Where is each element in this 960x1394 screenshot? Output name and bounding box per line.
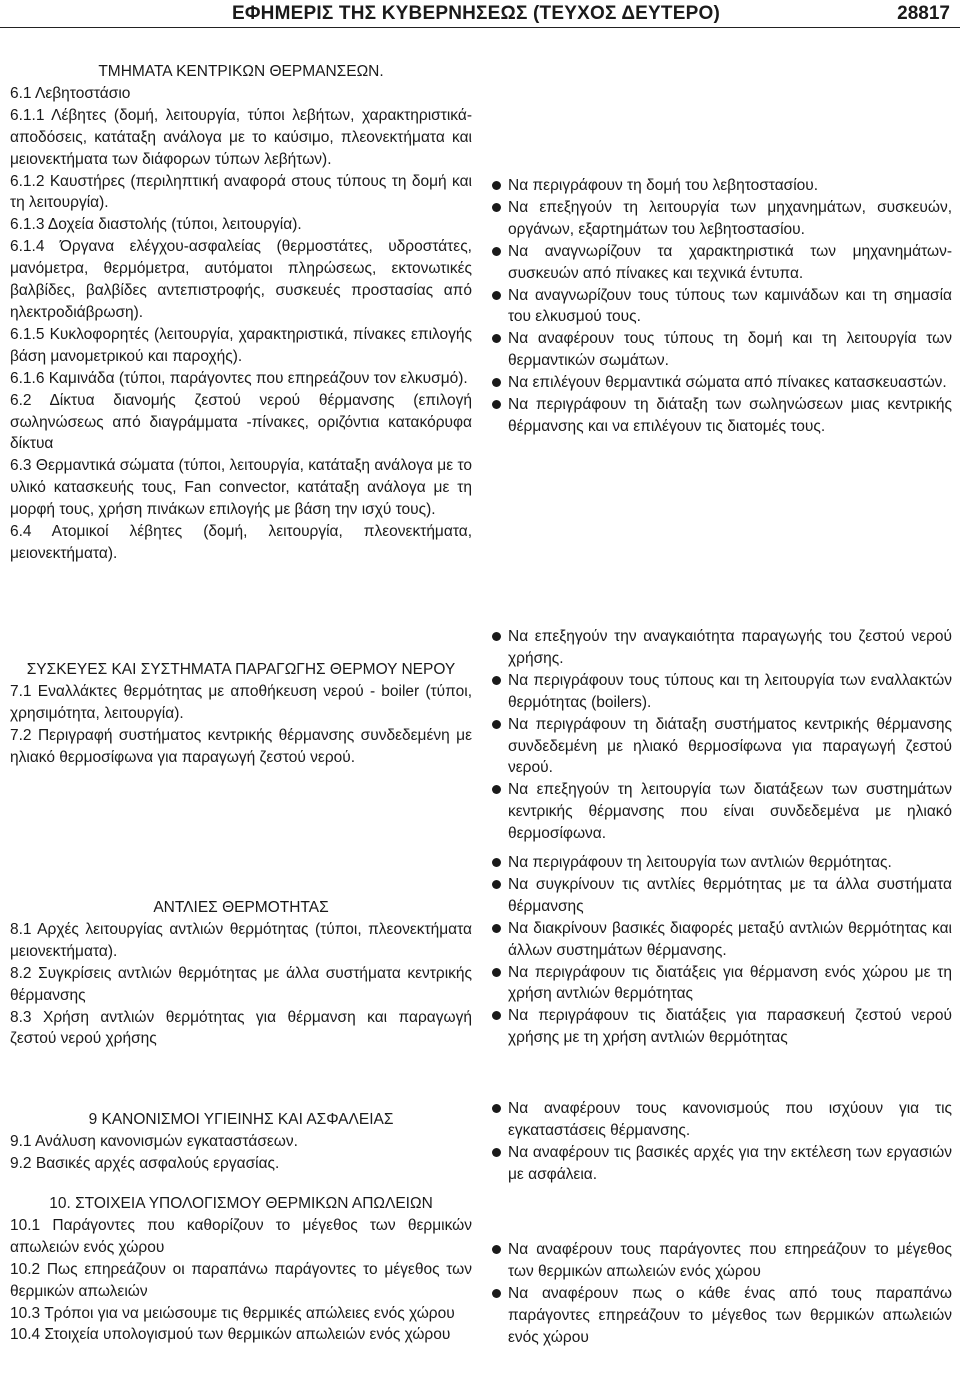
content-item: 10.4 Στοιχεία υπολογισμού των θερμικών απωλειών ενός χώρου [10, 1326, 451, 1344]
bullet-icon [492, 968, 501, 977]
content-item: 6.3 Θερμαντικά σώματα (τύποι, λειτουργία, κατάταξη ανάλογα με το υλικό κατασκευής τους, Fan convector, κατάταξη ανάλογα με τη μορφή τους, χρήση πινάκων επιλογής με βάση την ισχύ τους). [10, 457, 472, 519]
objective-item: Να αναγνωρίζουν τους τύπους των καμινάδων και τη σημασία του ελκυσμού τους. [490, 285, 952, 329]
bullet-icon [492, 247, 501, 256]
bullet-icon [492, 291, 501, 300]
objective-item: Να συγκρίνουν τις αντλίες θερμότητας με τα άλλα συστήματα θέρμανσης [490, 874, 952, 918]
header-rule [0, 27, 960, 28]
content-item: 8.2 Συγκρίσεις αντλιών θερμότητας με άλλα συστήματα κεντρικής θέρμανσης [10, 964, 472, 1004]
bullet-icon [492, 676, 501, 685]
bullet-icon [492, 720, 501, 729]
content-item: 6.1.6 Καμινάδα (τύποι, παράγοντες που επηρεάζουν τον ελκυσμό). [10, 369, 468, 387]
bullet-icon [492, 181, 501, 190]
objective-item: Να αναγνωρίζουν τα χαρακτηριστικά των μηχανημάτων-συσκευών από πίνακες και τεχνικά έντυπα. [490, 241, 952, 285]
content-item: 10.2 Πως επηρεάζουν οι παραπάνω παράγοντες το μέγεθος των θερμικών απωλειών [10, 1260, 472, 1300]
objective-item: Να αναφέρουν τους παράγοντες που επηρεάζουν το μέγεθος των θερμικών απωλειών ενός χώρου [490, 1239, 952, 1283]
bullet-icon [492, 1289, 501, 1298]
bullet-icon [492, 1245, 501, 1254]
objective-item: Να αναφέρουν πως ο κάθε ένας από τους παραπάνω παράγοντες επηρεάζουν το μέγεθος των θερμικών απωλειών ενός χώρου [490, 1283, 952, 1349]
bullet-icon [492, 632, 501, 641]
page-header [0, 0, 960, 30]
objective-item: Να περιγράφουν τις διατάξεις για παρασκευή ζεστού νερού χρήσης με τη χρήση αντλιών θερμότητας [490, 1005, 952, 1049]
content-item: 9.2 Βασικές αρχές ασφαλούς εργασίας. [10, 1154, 280, 1172]
section-9-content [10, 1109, 472, 1175]
content-item: 7.2 Περιγραφή συστήματος κεντρικής θέρμανσης συνδεδεμένη με ηλιακό θερμοσίφωνα για παραγωγή ζεστού νερού. [10, 726, 472, 766]
content-item: 6.1.3 Δοχεία διαστολής (τύποι, λειτουργία). [10, 216, 302, 234]
section-title: ΣΥΣΚΕΥΕΣ ΚΑΙ ΣΥΣΤΗΜΑΤΑ ΠΑΡΑΓΩΓΗΣ ΘΕΡΜΟΥ ΝΕΡΟΥ [26, 661, 456, 678]
section-title: ΑΝΤΛΙΕΣ ΘΕΡΜΟΤΗΤΑΣ [153, 899, 329, 916]
bullet-icon [492, 378, 501, 387]
bullet-icon [492, 334, 501, 343]
section-title: 9 ΚΑΝΟΝΙΣΜΟΙ ΥΓΙΕΙΝΗΣ ΚΑΙ ΑΣΦΑΛΕΙΑΣ [88, 1111, 394, 1128]
content-item: 8.3 Χρήση αντλιών θερμότητας για θέρμανση και παραγωγή ζεστού νερού χρήσης [10, 1008, 472, 1048]
section-title: ΤΜΗΜΑΤΑ ΚΕΝΤΡΙΚΩΝ ΘΕΡΜΑΝΣΕΩΝ. [98, 63, 384, 80]
page-number: 28817 [897, 3, 950, 24]
content-item: 6.2 Δίκτυα διανομής ζεστού νερού θέρμανσης (επιλογή σωληνώσεως από διαγράμματα -πίνακες, οριζόντια κατακόρυφα δίκτυα [10, 391, 472, 453]
objective-item: Να περιγράφουν τους τύπους και τη λειτουργία των εναλλακτών θερμότητας (boilers). [490, 670, 952, 714]
objectives-7 [490, 626, 952, 845]
content-item: 10.1 Παράγοντες που καθορίζουν το μέγεθος των θερμικών απωλειών ενός χώρου [10, 1216, 472, 1256]
objectives-9 [490, 1098, 952, 1186]
section-7-content [10, 659, 472, 769]
objective-item: Να περιγράφουν τη διάταξη συστήματος κεντρικής θέρμανσης συνδεδεμένη με ηλιακό θερμοσίφωνα για παραγωγή ζεστού νερού. [490, 714, 952, 780]
section-title: 10. ΣΤΟΙΧΕΙΑ ΥΠΟΛΟΓΙΣΜΟΥ ΘΕΡΜΙΚΩΝ ΑΠΩΛΕΙΩΝ [49, 1195, 433, 1212]
section-6-content [10, 61, 472, 565]
bullet-icon [492, 924, 501, 933]
objective-item: Να αναφέρουν τους κανονισμούς που ισχύουν για τις εγκαταστάσεις θέρμανσης. [490, 1098, 952, 1142]
objective-item: Να επιλέγουν θερμαντικά σώματα από πίνακες κατασκευαστών. [490, 372, 952, 394]
objective-item: Να περιγράφουν τις διατάξεις για θέρμανση ενός χώρου με τη χρήση αντλιών θερμότητας [490, 962, 952, 1006]
objective-item: Να περιγράφουν τη δομή του λεβητοστασίου. [490, 175, 952, 197]
bullet-icon [492, 1104, 501, 1113]
content-item: 7.1 Εναλλάκτες θερμότητας με αποθήκευση νερού - boiler (τύποι, χρησιμότητα, λειτουργία). [10, 682, 472, 722]
objective-item: Να αναφέρουν τις βασικές αρχές για την εκτέλεση των εργασιών με ασφάλεια. [490, 1142, 952, 1186]
section-8-content [10, 897, 472, 1050]
bullet-icon [492, 1148, 501, 1157]
objective-item: Να επεξηγούν τη λειτουργία των μηχανημάτων, συσκευών, οργάνων, εξαρτημάτων του λεβητοστασίου. [490, 197, 952, 241]
content-item: 9.1 Ανάλυση κανονισμών εγκαταστάσεων. [10, 1132, 298, 1150]
content-item: 10.3 Τρόποι για να μειώσουμε τις θερμικές απώλειες ενός χώρου [10, 1304, 455, 1322]
bullet-icon [492, 785, 501, 794]
content-item: 6.4 Ατομικοί λέβητες (δομή, λειτουργία, πλεονεκτήματα, μειονεκτήματα). [10, 523, 472, 562]
objective-item: Να περιγράφουν τη λειτουργία των αντλιών θερμότητας. [490, 852, 952, 874]
bullet-icon [492, 880, 501, 889]
objective-item: Να επεξηγούν τη λειτουργία των διατάξεων των συστημάτων κεντρικής θέρμανσης που είναι συνδεδεμένα με ηλιακό θερμοσίφωνα. [490, 779, 952, 845]
content-item: 6.1.2 Καυστήρες (περιληπτική αναφορά στους τύπους τη δομή και τη λειτουργία). [10, 172, 472, 212]
bullet-icon [492, 1011, 501, 1020]
content-item: 8.1 Αρχές λειτουργίας αντλιών θερμότητας (τύποι, πλεονεκτήματα μειονεκτήματα). [10, 920, 472, 960]
objectives-8 [490, 852, 952, 1049]
objectives-6 [490, 175, 952, 438]
content-item: 6.1 Λεβητοστάσιο [10, 84, 131, 102]
objective-item: Να επεξηγούν την αναγκαιότητα παραγωγής του ζεστού νερού χρήσης. [490, 626, 952, 670]
bullet-icon [492, 858, 501, 867]
content-item: 6.1.5 Κυκλοφορητές (λειτουργία, χαρακτηριστικά, πίνακες επιλογής βάση μανομετρικού και παροχής). [10, 325, 472, 365]
section-10-content [10, 1193, 472, 1346]
bullet-icon [492, 203, 501, 212]
objective-item: Να περιγράφουν τη διάταξη των σωληνώσεων μιας κεντρικής θέρμανσης και να επιλέγουν τις διατομές τους. [490, 394, 952, 438]
objective-item: Να αναφέρουν τους τύπους τη δομή και τη λειτουργία των θερμαντικών σωμάτων. [490, 328, 952, 372]
bullet-icon [492, 400, 501, 409]
content-item: 6.1.4 Όργανα ελέγχου-ασφαλείας (θερμοστάτες, υδροστάτες, μανόμετρα, θερμόμετρα, αυτόματοι πληρώσεως, εκτονωτικές βαλβίδες, βαλβίδες αντεπιστροφής, συσκευές προστασίας από ηλεκτροδιάβρωση). [10, 238, 472, 321]
gazette-title: ΕΦΗΜΕΡΙΣ ΤΗΣ ΚΥΒΕΡΝΗΣΕΩΣ (ΤΕΥΧΟΣ ΔΕΥΤΕΡΟ) [232, 3, 720, 24]
objective-item: Να διακρίνουν βασικές διαφορές μεταξύ αντλιών θερμότητας και άλλων συστημάτων θέρμανσης. [490, 918, 952, 962]
content-item: 6.1.1 Λέβητες (δομή, λειτουργία, τύποι λεβήτων, χαρακτηριστικά-αποδόσεις, κατάταξη ανάλογα με το καύσιμο, πλεονεκτήματα και μειονεκτήματα των διάφορων τύπων λεβήτων). [10, 106, 472, 168]
objectives-10 [490, 1239, 952, 1349]
